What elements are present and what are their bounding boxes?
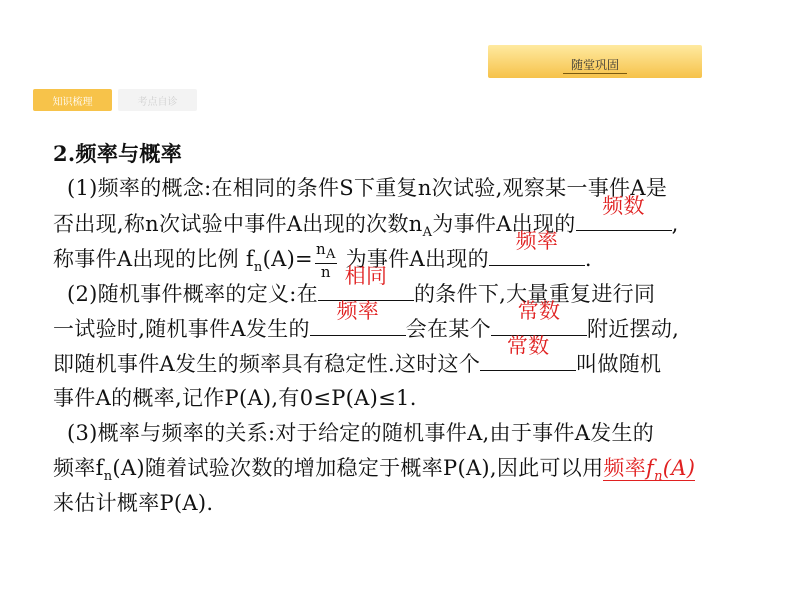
- ratio-fraction: $\frac{n_A}{n}$: [315, 240, 336, 281]
- answer-blank-frequency: 频率: [489, 241, 585, 266]
- section-title-underline: [563, 73, 627, 74]
- p1-line-3: 称事件A出现的比例 $f_n(A)=$ $\frac{n_A}{n}$ 为事件A出现的 频率 .: [53, 229, 592, 281]
- p3-line-1: (3)概率与频率的关系:对于给定的随机事件A,由于事件A发生的: [66, 421, 655, 445]
- lesson-content: [53, 136, 773, 521]
- p2-line-3: 即随机事件A发生的频率具有稳定性.这时这个 常数 叫做随机: [53, 334, 662, 376]
- tab-knowledge-review[interactable]: 知识梳理: [33, 89, 112, 111]
- answer-frequency-fn-a: 频率$f_n(A)$: [603, 456, 696, 485]
- tab-self-check[interactable]: 考点自诊: [118, 89, 197, 111]
- p3-line-2: 频率$f_n(A)$随着试验次数的增加稳定于概率P(A),因此可以用频率$f_n(A)$: [53, 456, 696, 485]
- answer-blank-frequency-2: 频率: [310, 311, 406, 336]
- answer-blank-frequency-count: 频数: [576, 206, 672, 231]
- answer-blank-constant-2: 常数: [480, 346, 576, 371]
- answer-blank-same: 相同: [318, 276, 414, 301]
- section-header-tab: [488, 45, 702, 78]
- p2-line-1: (2)随机事件概率的定义:在 相同 的条件下,大量重复进行同: [66, 264, 656, 306]
- p1-line-2: 否出现,称n次试验中事件A出现的次数$n_A$为事件A出现的 频数 ,: [53, 194, 679, 241]
- p3-line-3: 来估计概率P(A).: [53, 491, 214, 515]
- answer-blank-constant: 常数: [491, 311, 587, 336]
- p1-line-1: (1)频率的概念:在相同的条件S下重复n次试验,观察某一事件A是: [66, 176, 668, 200]
- p2-line-4: 事件A的概率,记作P(A),有0≤P(A)≤1.: [53, 386, 417, 410]
- p2-line-2: 一试验时,随机事件A发生的 频率 会在某个 常数 附近摆动,: [53, 299, 680, 341]
- section-title: 随堂巩固: [570, 58, 619, 72]
- content-heading: 2.频率与概率: [53, 141, 183, 166]
